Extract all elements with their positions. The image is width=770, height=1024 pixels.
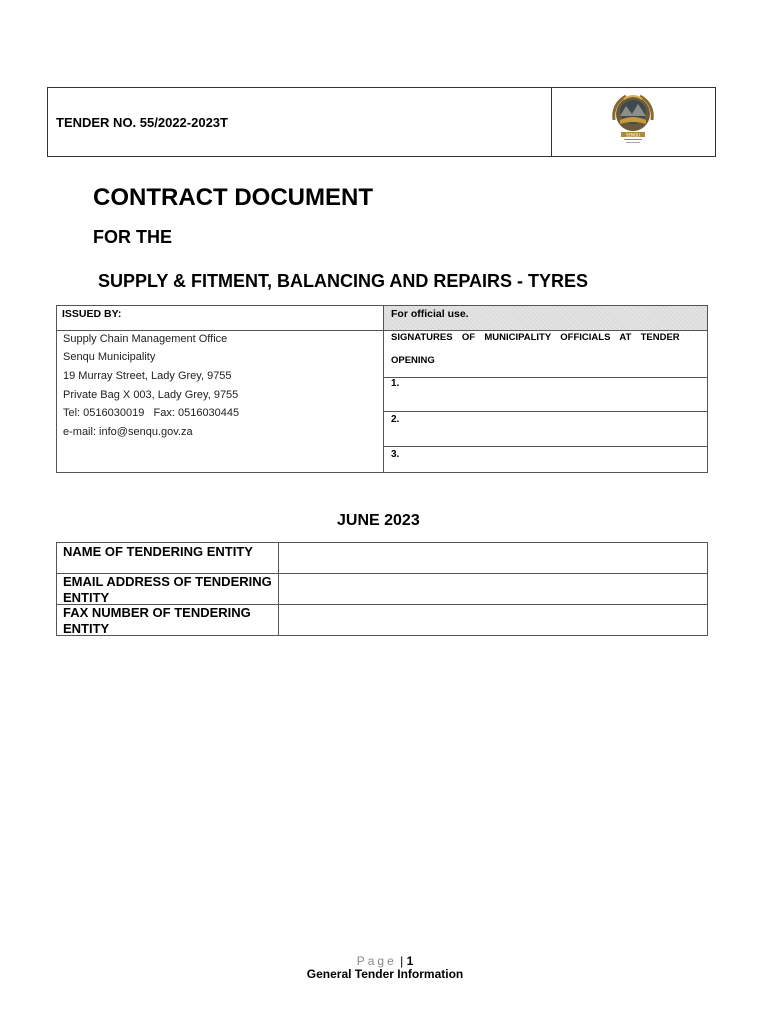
- tender-subject: SUPPLY & FITMENT, BALANCING AND REPAIRS - TYRES: [98, 271, 589, 291]
- address-line: Private Bag X 003, Lady Grey, 9755: [63, 389, 239, 401]
- municipality-crest-icon: [606, 90, 660, 146]
- footer-section-title: General Tender Information: [306, 967, 464, 981]
- entity-name-field[interactable]: [284, 546, 704, 570]
- issued-by-label: ISSUED BY:: [62, 308, 122, 320]
- signature-slot-1: 1.: [391, 378, 400, 389]
- page-number-value: 1: [406, 954, 414, 968]
- address-line: Senqu Municipality: [63, 351, 156, 363]
- document-date: JUNE 2023: [337, 512, 420, 529]
- signature-row-divider: [383, 377, 708, 378]
- address-line: Supply Chain Management Office: [63, 333, 228, 345]
- signature-slot-3: 3.: [391, 449, 400, 460]
- document-title: CONTRACT DOCUMENT: [93, 184, 373, 211]
- page-number: [0, 954, 770, 968]
- signatures-label-continued: OPENING: [391, 355, 435, 366]
- entity-email-label: EMAIL ADDRESS OF TENDERING ENTITY: [63, 574, 272, 605]
- tender-number: TENDER NO. 55/2022-2023T: [56, 115, 228, 130]
- logo-text: SENQU: [625, 132, 641, 138]
- page-word: Page: [356, 954, 397, 968]
- signatures-label: SIGNATURES OF MUNICIPALITY OFFICIALS AT TENDER: [391, 332, 680, 343]
- table-header-line: [56, 330, 708, 331]
- address-line: Tel: 0516030019 Fax: 0516030445: [63, 407, 240, 419]
- signature-slot-2: 2.: [391, 414, 400, 425]
- signature-row-divider: [383, 446, 708, 447]
- signature-row-divider: [383, 411, 708, 412]
- for-the-heading: FOR THE: [93, 227, 172, 247]
- entity-fax-field[interactable]: [284, 608, 704, 632]
- entity-email-field[interactable]: [284, 577, 704, 601]
- email-line: e-mail: info@senqu.gov.za: [63, 426, 193, 438]
- official-use-label: For official use.: [391, 308, 469, 320]
- entity-fax-label: FAX NUMBER OF TENDERING ENTITY: [63, 605, 251, 636]
- address-line: 19 Murray Street, Lady Grey, 9755: [63, 370, 232, 382]
- header-divider: [551, 87, 552, 157]
- entity-name-label: NAME OF TENDERING ENTITY: [63, 544, 253, 559]
- page-separator: |: [396, 954, 407, 968]
- entity-table-divider: [278, 542, 279, 636]
